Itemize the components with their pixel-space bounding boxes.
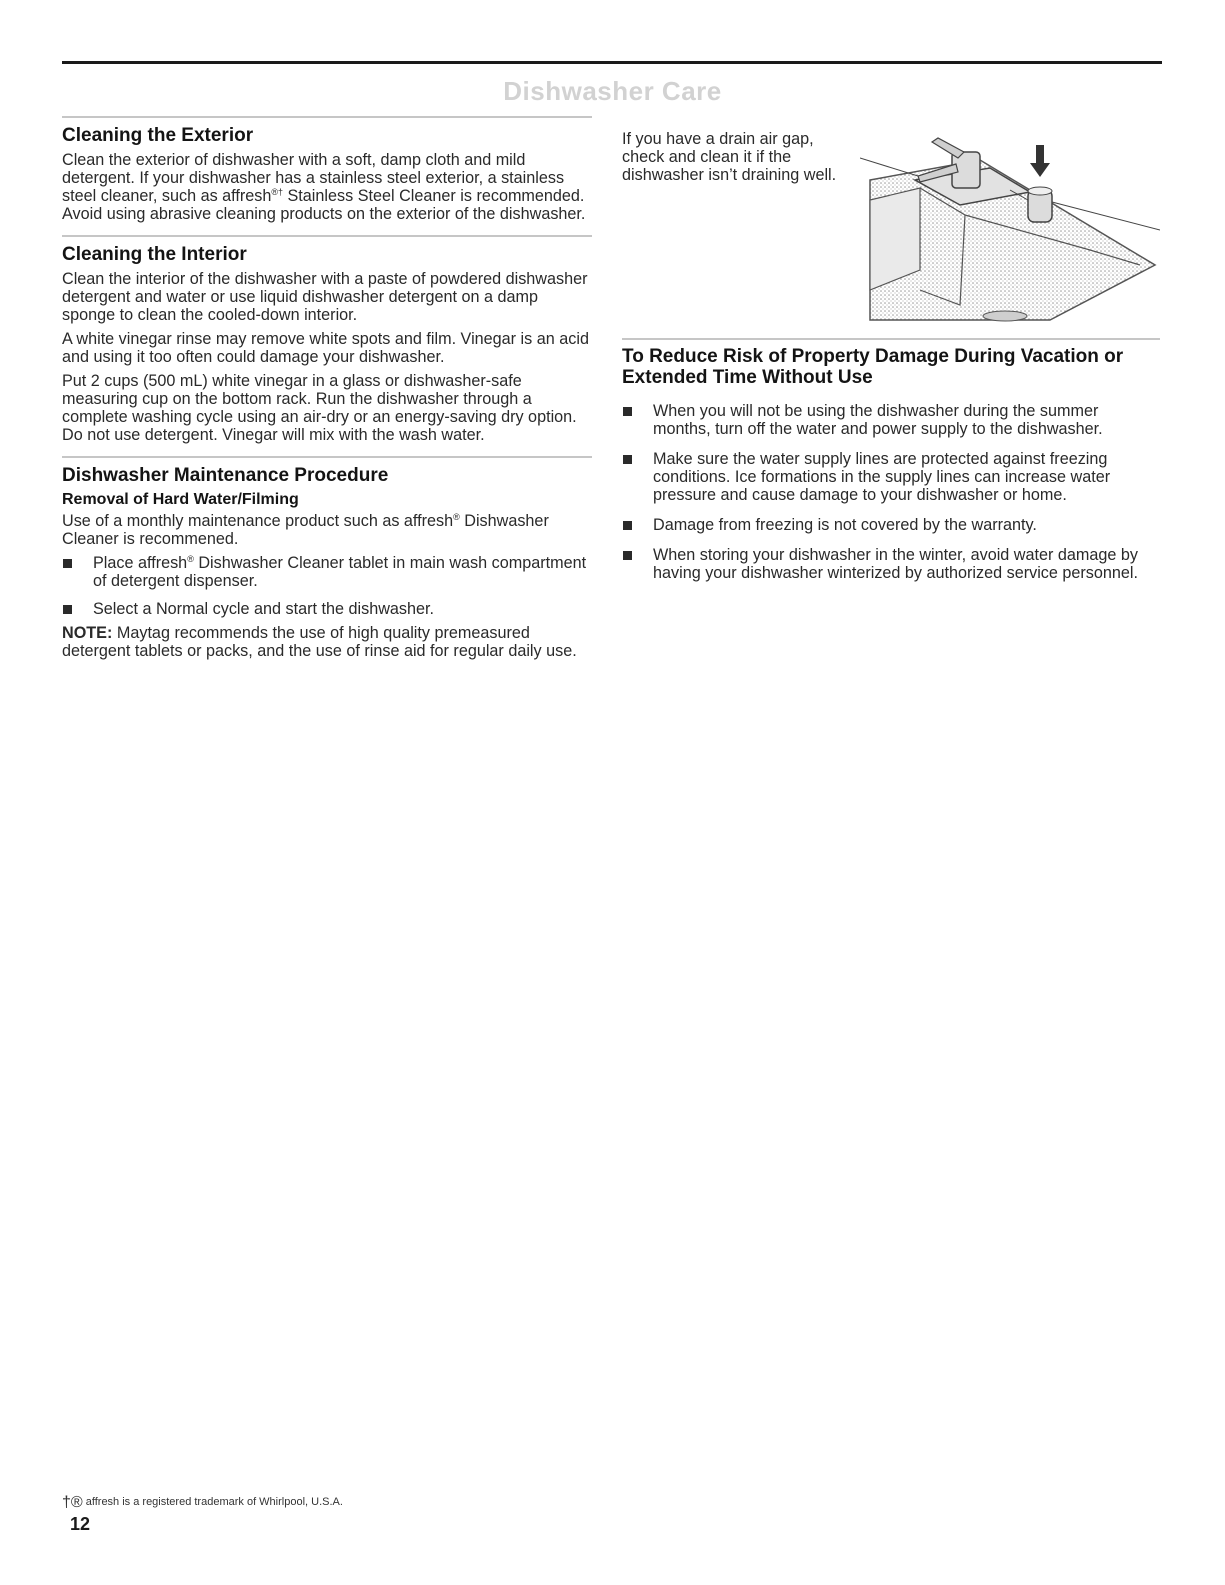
section-divider <box>62 116 592 118</box>
exterior-text-2: Stainless Steel Cleaner is recommended. Avoid using abrasive cleaning products on the exterior of the dishwasher. <box>62 187 586 223</box>
exterior-paragraph <box>62 151 592 223</box>
left-column <box>62 116 592 666</box>
bullet-text: Make sure the water supply lines are protected against freezing conditions. Ice formations in the supply lines can increase water pressure and cause damage to your dishwasher or home. <box>653 450 1111 504</box>
subheading-hard-water: Removal of Hard Water/Filming <box>62 491 299 508</box>
bullet-text: When you will not be using the dishwasher during the summer months, turn off the water and power supply to the dishwasher. <box>653 402 1103 438</box>
interior-paragraph-1: Clean the interior of the dishwasher with a paste of powdered dishwasher detergent and water or use liquid dishwasher detergent on a damp sponge to clean the cooled-down interior. <box>62 270 588 324</box>
list-item <box>622 546 1160 582</box>
section-cleaning-exterior <box>62 116 592 223</box>
list-item <box>62 600 592 618</box>
section-heading-maintenance: Dishwasher Maintenance Procedure <box>62 465 389 486</box>
bullet-text-1: Place affresh <box>93 554 188 572</box>
bullet-icon <box>63 605 72 614</box>
section-divider <box>62 235 592 237</box>
note-text: Maytag recommends the use of high quality premeasured detergent tablets or packs, and the use of rinse aid for regular daily use. <box>62 624 577 660</box>
bullet-icon <box>623 455 632 464</box>
section-heading-exterior: Cleaning the Exterior <box>62 125 254 146</box>
exterior-text-1: Clean the exterior of dishwasher with a soft, damp cloth and mild detergent. If your dishwasher has a stainless steel exterior, a stainless steel cleaner, such as affresh <box>62 151 565 205</box>
vacation-list <box>622 402 1160 582</box>
note-label: NOTE: <box>62 624 113 642</box>
bullet-text: Damage from freezing is not covered by the warranty. <box>653 516 1037 534</box>
maintenance-note <box>62 624 592 660</box>
registered-mark: ® <box>453 512 460 522</box>
section-maintenance <box>62 456 592 660</box>
registered-mark: ® <box>187 554 194 564</box>
footnote-text: affresh is a registered trademark of Whirlpool, U.S.A. <box>82 1496 343 1508</box>
maintenance-text-1: Use of a monthly maintenance product such as affresh <box>62 512 454 530</box>
footnote-mark: †® <box>62 1494 83 1511</box>
section-divider <box>62 456 592 458</box>
list-item <box>62 554 592 590</box>
bullet-icon <box>623 551 632 560</box>
list-item <box>622 516 1160 534</box>
list-item <box>622 450 1160 504</box>
section-heading-interior: Cleaning the Interior <box>62 244 247 265</box>
maintenance-text-2: Dishwasher Cleaner is recommened. <box>62 512 549 548</box>
page-number: 12 <box>70 1514 91 1534</box>
header-rule <box>62 61 1162 64</box>
bullet-text: When storing your dishwasher in the winter, avoid water damage by having your dishwasher winterized by authorized service personnel. <box>653 546 1138 582</box>
section-heading-vacation: To Reduce Risk of Property Damage During Vacation or Extended Time Without Use <box>622 346 1124 388</box>
interior-paragraph-2: A white vinegar rinse may remove white spots and film. Vinegar is an acid and using it too often could damage your dishwasher. <box>62 330 589 366</box>
down-arrow-icon <box>1030 145 1050 177</box>
drain-air-gap-illustration <box>860 130 1160 322</box>
page-title: Dishwasher Care <box>503 76 722 106</box>
trademark-mark: ®† <box>271 187 284 197</box>
maintenance-paragraph <box>62 512 592 548</box>
section-vacation <box>622 338 1160 594</box>
list-item <box>622 402 1160 438</box>
maintenance-list <box>62 554 592 618</box>
section-cleaning-interior <box>62 235 592 444</box>
interior-paragraph-3: Put 2 cups (500 mL) white vinegar in a glass or dishwasher-safe measuring cup on the bottom rack. Run the dishwasher through a complete washing cycle using an air-dry or an energy-saving dry option. Do not use detergent. Vinegar will mix with the wash water. <box>62 372 577 444</box>
bullet-icon <box>623 407 632 416</box>
bullet-icon <box>63 559 72 568</box>
section-divider <box>622 338 1160 340</box>
bullet-text-2: Dishwasher Cleaner tablet in main wash compartment of detergent dispenser. <box>93 554 587 590</box>
footnote <box>62 1494 343 1512</box>
bullet-text: Select a Normal cycle and start the dishwasher. <box>93 600 434 618</box>
bullet-icon <box>623 521 632 530</box>
drain-air-gap-text: If you have a drain air gap, check and clean it if the dishwasher isn’t draining well. <box>622 130 837 184</box>
